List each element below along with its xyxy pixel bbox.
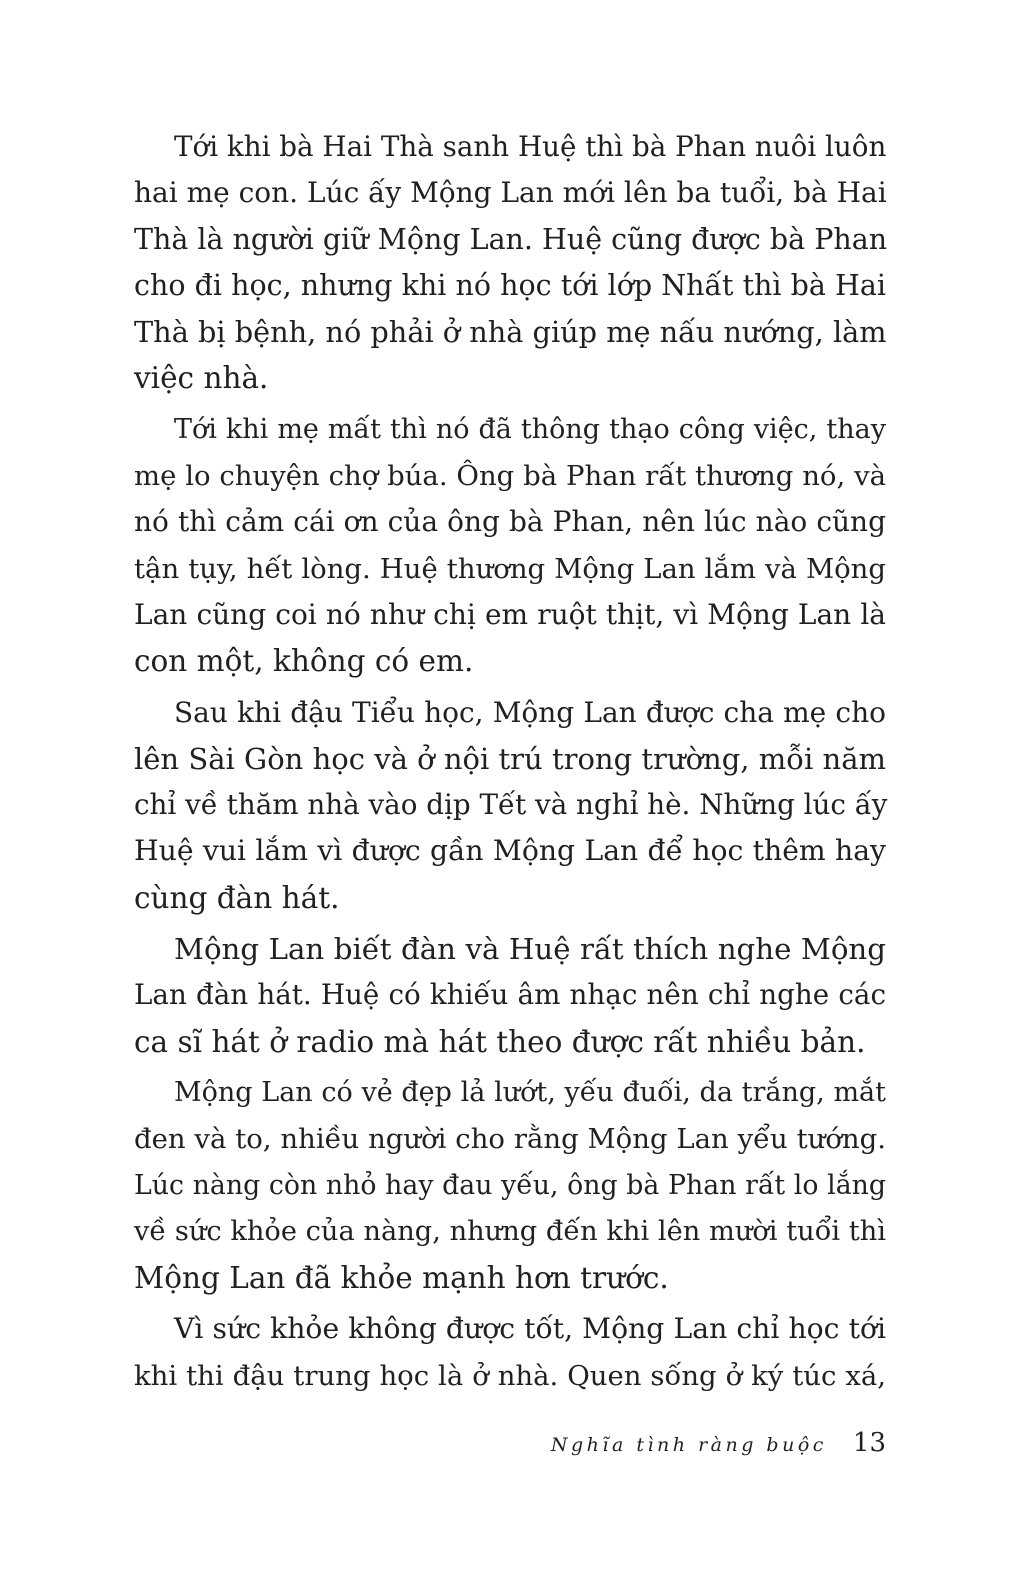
paragraph-2 [134,407,886,685]
text-line: Lan cũng coi nó như chị em ruột thịt, vì Mộng Lan là [134,597,886,631]
text-line: lên Sài Gòn học và ở nội trú trong trường, mỗi năm [134,741,886,776]
text-line: Huệ vui lắm vì được gần Mộng Lan để học thêm hay [134,834,886,868]
text-line: con một, không có em. [134,644,474,679]
paragraph-3 [134,690,886,921]
paragraph-6 [134,1306,886,1399]
text-line: tận tụy, hết lòng. Huệ thương Mộng Lan lắm và Mộng [134,552,886,585]
text-line: khi thi đậu trung học là ở nhà. Quen sống ở ký túc xá, [134,1359,886,1392]
text-line: Lúc nàng còn nhỏ hay đau yếu, ông bà Phan rất lo lắng [134,1169,886,1201]
text-line: Lan đàn hát. Huệ có khiếu âm nhạc nên chỉ nghe các [134,978,886,1012]
text-line: Mộng Lan biết đàn và Huệ rất thích nghe Mộng [174,932,886,967]
text-line: nó thì cảm cái ơn của ông bà Phan, nên lúc nào cũng [134,505,886,539]
text-line: Mộng Lan có vẻ đẹp lả lướt, yếu đuối, da trắng, mắt [174,1076,886,1108]
page-footer [551,1428,886,1458]
text-line: cùng đàn hát. [134,880,340,915]
text-line: chỉ về thăm nhà vào dịp Tết và nghỉ hè. Những lúc ấy [134,788,888,822]
text-line: Tới khi mẹ mất thì nó đã thông thạo công việc, thay [174,413,886,445]
running-title: Nghĩa tình ràng buộc [550,1434,827,1456]
page-number: 13 [852,1428,886,1458]
paragraph-5 [134,1070,886,1301]
paragraph-4 [134,926,886,1065]
text-line: việc nhà. [134,361,269,396]
text-line: Mộng Lan đã khỏe mạnh hơn trước. [134,1261,669,1296]
text-line: Vì sức khỏe không được tốt, Mộng Lan chỉ học tới [174,1312,886,1346]
text-line: Tới khi bà Hai Thà sanh Huệ thì bà Phan nuôi luôn [174,130,887,163]
paragraph-1 [134,124,886,402]
text-line: Thà bị bệnh, nó phải ở nhà giúp mẹ nấu nướng, làm [134,315,887,350]
text-line: Sau khi đậu Tiểu học, Mộng Lan được cha mẹ cho [174,695,886,729]
text-line: đen và to, nhiều người cho rằng Mộng Lan yểu tướng. [134,1123,886,1156]
text-line: về sức khỏe của nàng, nhưng đến khi lên mười tuổi thì [134,1215,886,1247]
text-line: mẹ lo chuyện chợ búa. Ông bà Phan rất thương nó, và [134,460,886,493]
text-line: cho đi học, nhưng khi nó học tới lớp Nhất thì bà Hai [134,268,886,302]
text-line: Thà là người giữ Mộng Lan. Huệ cũng được bà Phan [134,222,888,256]
text-line: hai mẹ con. Lúc ấy Mộng Lan mới lên ba tuổi, bà Hai [134,176,887,210]
text-line: ca sĩ hát ở radio mà hát theo được rất nhiều bản. [134,1024,866,1059]
body-text [134,124,886,1404]
